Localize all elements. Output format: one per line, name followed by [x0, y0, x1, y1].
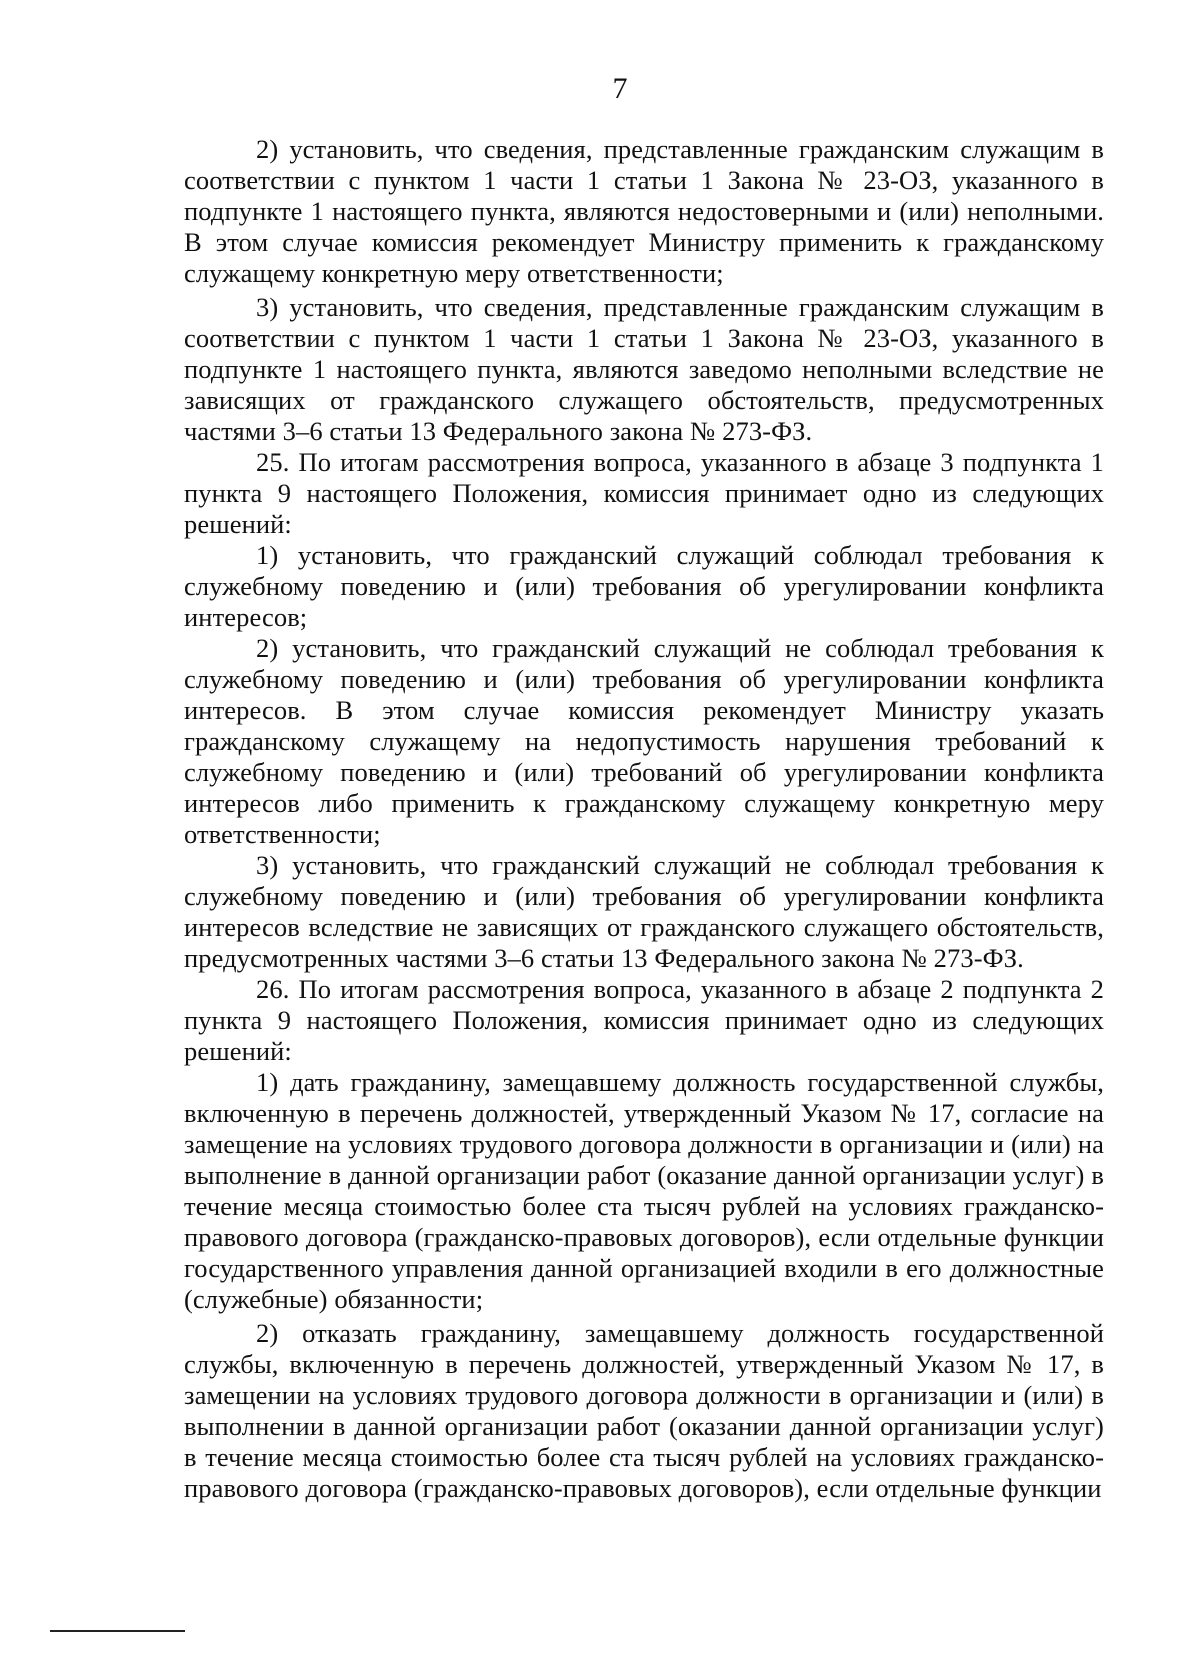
paragraph-26: 26. По итогам рассмотрения вопроса, указанного в абзаце 2 подпункта 2 пункта 9 настоящего Положения, комиссия принимает одно из следующих решений: — [184, 974, 1104, 1066]
paragraph-26-item-2: 2) отказать гражданину, замещавшему должность государственной службы, включенную в перечень должностей, утвержденный Указом № 17, в замещении на условиях трудового договора должности в организации и (или) в выполнении в данной организации работ (оказании данной организации услуг) в течение месяца стоимостью более ста тысяч рублей на условиях гражданско-правового договора (гражданско-правовых договоров), если отдельные функции — [184, 1318, 1104, 1503]
paragraph-25-item-3: 3) установить, что гражданский служащий не соблюдал требования к служебному поведению и (или) требования об урегулировании конфликта интересов вследствие не зависящих от гражданского служащего обстоятельств, предусмотренных частями 3–6 статьи 13 Федерального закона № 273-ФЗ. — [184, 850, 1104, 973]
paragraph-25-item-2: 2) установить, что гражданский служащий не соблюдал требования к служебному поведению и (или) требования об урегулировании конфликта интересов. В этом случае комиссия рекомендует Министру указать гражданскому служащему на недопустимость нарушения требований к служебному поведению и (или) требований об урегулировании конфликта интересов либо применить к гражданскому служащему конкретную меру ответственности; — [184, 633, 1104, 849]
paragraph-26-item-1: 1) дать гражданину, замещавшему должность государственной службы, включенную в перечень должностей, утвержденный Указом № 17, согласие на замещение на условиях трудового договора должности в организации и (или) на выполнение в данной организации работ (оказание данной организации услуг) в течение месяца стоимостью более ста тысяч рублей на условиях гражданско-правового договора (гражданско-правовых договоров), если отдельные функции государственного управления данной организацией входили в его должностные (служебные) обязанности; — [184, 1067, 1104, 1314]
page-number: 7 — [612, 72, 628, 105]
paragraph-25: 25. По итогам рассмотрения вопроса, указанного в абзаце 3 подпункта 1 пункта 9 настоящего Положения, комиссия принимает одно из следующих решений: — [184, 447, 1104, 539]
footnote-separator-line — [50, 1630, 185, 1632]
paragraph-24-item-2: 2) установить, что сведения, представленные гражданским служащим в соответствии с пунктом 1 части 1 статьи 1 Закона № 23-ОЗ, указанного в подпункте 1 настоящего пункта, являются недостоверными и (или) неполными. В этом случае комиссия рекомендует Министру применить к гражданскому служащему конкретную меру ответственности; — [184, 134, 1104, 288]
paragraph-24-item-3: 3) установить, что сведения, представленные гражданским служащим в соответствии с пунктом 1 части 1 статьи 1 Закона № 23-ОЗ, указанного в подпункте 1 настоящего пункта, являются заведомо неполными вследствие не зависящих от гражданского служащего обстоятельств, предусмотренных частями 3–6 статьи 13 Федерального закона № 273-ФЗ. — [184, 292, 1104, 446]
paragraph-25-item-1: 1) установить, что гражданский служащий соблюдал требования к служебному поведению и (или) требования об урегулировании конфликта интересов; — [184, 540, 1104, 632]
document-body — [184, 134, 1104, 1504]
